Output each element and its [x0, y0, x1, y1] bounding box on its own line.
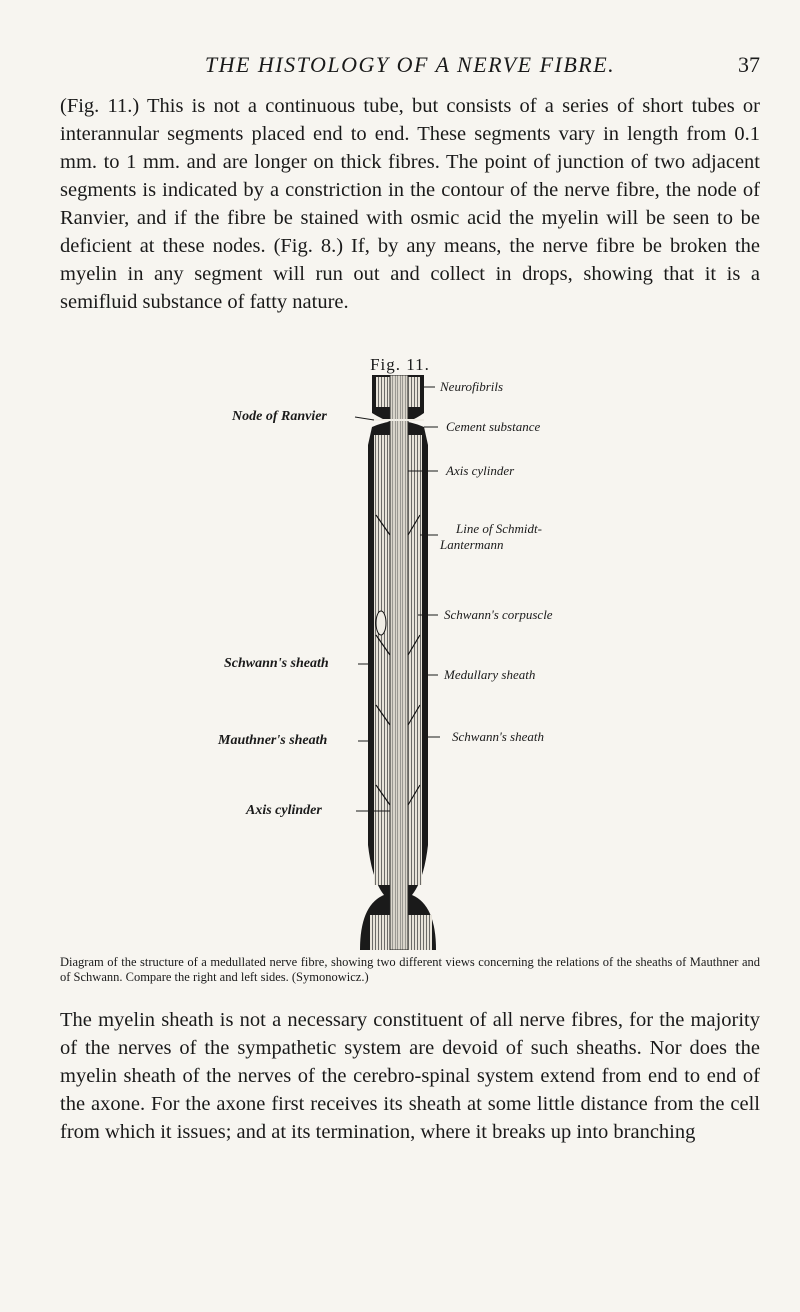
nerve-fibre-diagram: [0, 375, 800, 950]
figure-caption: Diagram of the structure of a medullated nerve fibre, showing two different views concerning the relations of the sheaths of Mauthner and of Schwann. Compare the right and left sides. (Symonowicz.): [60, 955, 760, 984]
label-axis-cylinder-right: Axis cylinder: [446, 463, 515, 478]
axis-cylinder-shape: [390, 375, 408, 950]
label-schwann-corpuscle: Schwann's corpuscle: [444, 607, 553, 622]
figure-title: Fig. 11.: [370, 355, 430, 374]
body-paragraph-1: (Fig. 11.) This is not a continuous tube, but consists of a series of short tubes or interannular segments placed end to end. These segments vary in length from 0.1 mm. to 1 mm. and are longer on thick fibres. The point of junction of two adjacent segments is indicated by a constriction in the contour of the nerve fibre, the node of Ranvier, and if the fibre be stained with osmic acid the myelin will be seen to be deficient at these nodes. (Fig. 8.) If, by any means, the nerve fibre be broken the myelin in any segment will run out and collect in drops, showing that it is a semifluid substance of fatty nature.: [60, 95, 760, 313]
schwann-corpuscle-shape: [376, 611, 386, 635]
label-medullary-sheath: Medullary sheath: [444, 667, 536, 682]
page-number: 37: [738, 52, 760, 77]
label-line-schmidt-2: Lantermann: [440, 537, 504, 552]
figure-11: [0, 375, 800, 950]
label-node-of-ranvier: Node of Ranvier: [232, 409, 327, 424]
label-line-schmidt-1: Line of Schmidt-: [456, 521, 542, 536]
label-schwann-sheath-left: Schwann's sheath: [224, 656, 329, 671]
label-neurofibrils: Neurofibrils: [440, 379, 504, 394]
label-mauthner-sheath: Mauthner's sheath: [218, 733, 328, 748]
label-schwann-sheath-right: Schwann's sheath: [452, 729, 544, 744]
running-title: THE HISTOLOGY OF A NERVE FIBRE.: [204, 52, 616, 77]
label-axis-cylinder-left: Axis cylinder: [246, 803, 322, 818]
body-paragraph-2: The myelin sheath is not a necessary constituent of all nerve fibres, for the majority of the nerves of the sympathetic system are devoid of such sheaths. Nor does the myelin sheath of the nerves of the cerebro-spinal system extend from end to end of the axone. For the axone first receives its sheath at some little distance from the cell from which it issues; and at its termination, where it breaks up into branching: [60, 1009, 760, 1143]
label-cement-substance: Cement substance: [446, 419, 541, 434]
page-header: [60, 52, 760, 82]
